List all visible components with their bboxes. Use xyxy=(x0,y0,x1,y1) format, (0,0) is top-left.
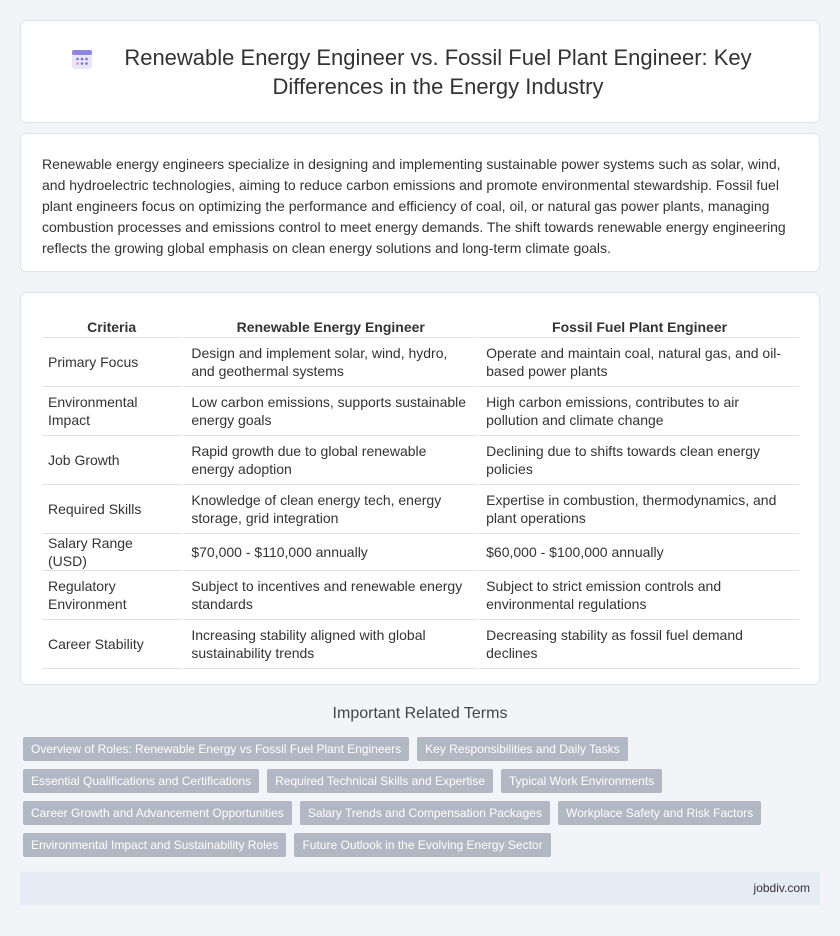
fossil-cell: Subject to strict emission controls and environmental regulations xyxy=(476,571,799,620)
table-row xyxy=(42,534,799,571)
table-row xyxy=(42,338,799,387)
criteria-cell: Required Skills xyxy=(42,485,181,534)
renewable-cell: $70,000 - $110,000 annually xyxy=(181,534,476,571)
comparison-table xyxy=(42,315,799,669)
page-title: Renewable Energy Engineer vs. Fossil Fuel Plant Engineer: Key Differences in the Energy Industry xyxy=(124,44,752,99)
renewable-cell: Low carbon emissions, supports sustainable energy goals xyxy=(181,387,476,436)
header-renewable: Renewable Energy Engineer xyxy=(181,315,476,338)
intro-paragraph: Renewable energy engineers specialize in designing and implementing sustainable power systems such as solar, wind, and hydroelectric technologies, aiming to reduce carbon emissions and promote environmental stewardship. Fossil fuel plant engineers focus on optimizing the performance and efficiency of coal, oil, or natural gas power plants, managing combustion processes and emissions control to meet energy demands. The shift towards renewable energy engineering reflects the growing global emphasis on clean energy solutions and long-term climate goals. xyxy=(42,156,786,256)
criteria-cell: Environmental Impact xyxy=(42,387,181,436)
renewable-cell: Subject to incentives and renewable energy standards xyxy=(181,571,476,620)
header-fossil: Fossil Fuel Plant Engineer xyxy=(476,315,799,338)
comparison-card xyxy=(20,292,820,685)
header-criteria: Criteria xyxy=(42,315,181,338)
related-term-tag[interactable]: Career Growth and Advancement Opportunities xyxy=(23,801,292,825)
criteria-cell: Primary Focus xyxy=(42,338,181,387)
criteria-cell: Salary Range (USD) xyxy=(42,534,181,571)
renewable-cell: Rapid growth due to global renewable energy adoption xyxy=(181,436,476,485)
related-terms-list xyxy=(23,737,813,865)
related-term-tag[interactable]: Future Outlook in the Evolving Energy Sector xyxy=(294,833,550,857)
related-terms-heading: Important Related Terms xyxy=(332,705,508,722)
table-row xyxy=(42,571,799,620)
table-row xyxy=(42,387,799,436)
criteria-cell: Career Stability xyxy=(42,620,181,669)
table-row xyxy=(42,436,799,485)
related-term-tag[interactable]: Essential Qualifications and Certifications xyxy=(23,769,259,793)
table-row xyxy=(42,620,799,669)
related-term-tag[interactable]: Overview of Roles: Renewable Energy vs Fossil Fuel Plant Engineers xyxy=(23,737,409,761)
footer-bar xyxy=(20,872,820,905)
related-term-tag[interactable]: Salary Trends and Compensation Packages xyxy=(300,801,550,825)
related-term-tag[interactable]: Key Responsibilities and Daily Tasks xyxy=(417,737,628,761)
fossil-cell: $60,000 - $100,000 annually xyxy=(476,534,799,571)
fossil-cell: Expertise in combustion, thermodynamics, and plant operations xyxy=(476,485,799,534)
intro-card xyxy=(20,133,820,272)
criteria-cell: Job Growth xyxy=(42,436,181,485)
related-term-tag[interactable]: Typical Work Environments xyxy=(501,769,662,793)
fossil-cell: Decreasing stability as fossil fuel demand declines xyxy=(476,620,799,669)
renewable-cell: Design and implement solar, wind, hydro, and geothermal systems xyxy=(181,338,476,387)
footer-site-link[interactable]: jobdiv.com xyxy=(753,881,810,895)
criteria-cell: Regulatory Environment xyxy=(42,571,181,620)
table-header-row xyxy=(42,315,799,338)
related-term-tag[interactable]: Required Technical Skills and Expertise xyxy=(267,769,493,793)
related-term-tag[interactable]: Workplace Safety and Risk Factors xyxy=(558,801,761,825)
table-row xyxy=(42,485,799,534)
fossil-cell: Operate and maintain coal, natural gas, and oil-based power plants xyxy=(476,338,799,387)
fossil-cell: Declining due to shifts towards clean energy policies xyxy=(476,436,799,485)
header-card xyxy=(20,20,820,123)
fossil-cell: High carbon emissions, contributes to air pollution and climate change xyxy=(476,387,799,436)
related-term-tag[interactable]: Environmental Impact and Sustainability Roles xyxy=(23,833,286,857)
renewable-cell: Knowledge of clean energy tech, energy storage, grid integration xyxy=(181,485,476,534)
renewable-cell: Increasing stability aligned with global sustainability trends xyxy=(181,620,476,669)
